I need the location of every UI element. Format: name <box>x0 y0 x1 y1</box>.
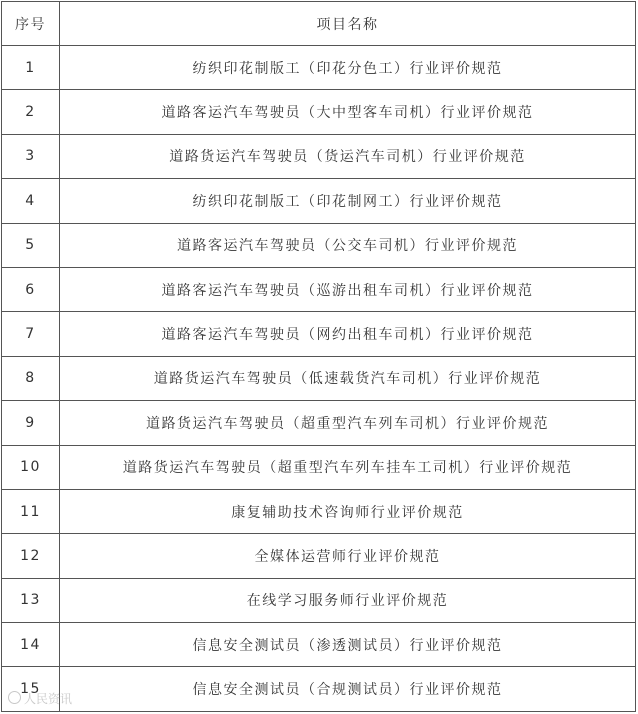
header-name: 项目名称 <box>60 2 636 46</box>
header-index: 序号 <box>2 2 60 46</box>
watermark-logo-icon <box>8 691 21 704</box>
row-name: 康复辅助技术咨询师行业评价规范 <box>60 489 636 533</box>
row-name: 道路客运汽车驾驶员（大中型客车司机）行业评价规范 <box>60 90 636 134</box>
table-row <box>2 46 636 90</box>
row-name: 道路客运汽车驾驶员（网约出租车司机）行业评价规范 <box>60 312 636 356</box>
table-row <box>2 312 636 356</box>
table-row <box>2 578 636 622</box>
row-number: 7 <box>2 312 60 356</box>
table-row <box>2 489 636 533</box>
row-number: 1 <box>2 46 60 90</box>
row-number: 9 <box>2 401 60 445</box>
row-name: 全媒体运营师行业评价规范 <box>60 534 636 578</box>
row-number: 12 <box>2 534 60 578</box>
row-number: 10 <box>2 445 60 489</box>
row-name: 道路客运汽车驾驶员（公交车司机）行业评价规范 <box>60 223 636 267</box>
table-row <box>2 179 636 223</box>
table-row <box>2 623 636 667</box>
row-number: 4 <box>2 179 60 223</box>
standards-table <box>1 1 636 712</box>
table-row <box>2 223 636 267</box>
row-name: 道路货运汽车驾驶员（超重型汽车列车司机）行业评价规范 <box>60 401 636 445</box>
row-number: 5 <box>2 223 60 267</box>
table-row <box>2 667 636 711</box>
row-number: 14 <box>2 623 60 667</box>
table-row <box>2 267 636 311</box>
row-name: 道路货运汽车驾驶员（超重型汽车列车挂车工司机）行业评价规范 <box>60 445 636 489</box>
row-number: 15 <box>2 667 60 711</box>
table-row <box>2 356 636 400</box>
row-name: 纺织印花制版工（印花制网工）行业评价规范 <box>60 179 636 223</box>
table-row <box>2 90 636 134</box>
row-number: 13 <box>2 578 60 622</box>
table-row <box>2 134 636 178</box>
watermark-text: 人民资讯 <box>24 692 73 706</box>
row-name: 纺织印花制版工（印花分色工）行业评价规范 <box>60 46 636 90</box>
row-name: 信息安全测试员（合规测试员）行业评价规范 <box>60 667 636 711</box>
row-name: 在线学习服务师行业评价规范 <box>60 578 636 622</box>
table-row <box>2 401 636 445</box>
watermark <box>8 690 72 707</box>
table-row <box>2 534 636 578</box>
row-number: 6 <box>2 267 60 311</box>
row-number: 8 <box>2 356 60 400</box>
row-number: 3 <box>2 134 60 178</box>
row-name: 道路货运汽车驾驶员（低速载货汽车司机）行业评价规范 <box>60 356 636 400</box>
row-name: 道路货运汽车驾驶员（货运汽车司机）行业评价规范 <box>60 134 636 178</box>
row-number: 2 <box>2 90 60 134</box>
table-header-row <box>2 2 636 46</box>
table-row <box>2 445 636 489</box>
row-name: 信息安全测试员（渗透测试员）行业评价规范 <box>60 623 636 667</box>
row-name: 道路客运汽车驾驶员（巡游出租车司机）行业评价规范 <box>60 267 636 311</box>
row-number: 11 <box>2 489 60 533</box>
